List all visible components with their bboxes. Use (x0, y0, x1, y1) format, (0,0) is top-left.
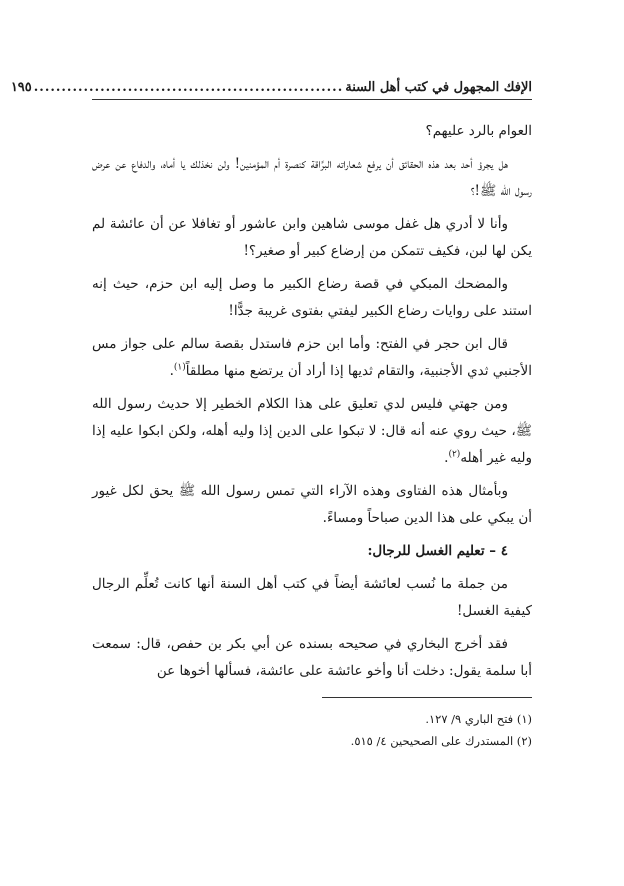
paragraph-5 (92, 331, 532, 385)
paragraph-2: هل يجرؤ أحد بعد هذه الحقائق أن يرفع شعاراته البرَّاقة كنصرة أم المؤمنين! ولن نخذلك يا أماه، والدفاع عن عرض رسول الله ﷺ!؟ (92, 156, 532, 199)
footnote-2: (٢) المستدرك على الصحيحين ٤/ ٥١٥. (350, 734, 532, 748)
footnote-ref-1[interactable]: (١) (173, 362, 186, 373)
paragraph-5-end: . (169, 363, 174, 379)
footnote-1: (١) فتح الباري ٩/ ١٢٧. (425, 712, 532, 726)
header-title: الإفك المجهول في كتب أهل السنة (345, 80, 532, 95)
book-page (10, 80, 532, 752)
footnotes (92, 708, 532, 752)
page-body (92, 118, 532, 685)
paragraph-7: وبأمثال هذه الفتاوى وهذه الآراء التي تمس رسول الله ﷺ يحق لكل غيور أن يبكي على هذا الدين صباحاً ومساءً. (92, 483, 532, 526)
paragraph-4: والمضحك المبكي في قصة رضاع الكبير ما وصل إليه ابن حزم، حيث إنه استند على روايات رضاع الكبير ليفتي بفتوى غريبة جدًّا! (92, 276, 532, 319)
paragraph-1: العوام بالرد عليهم؟ (425, 123, 532, 139)
footnote-divider (322, 697, 532, 698)
page-number: ١٩٥ (10, 80, 32, 95)
paragraph-6-end: . (444, 450, 449, 466)
paragraph-5-text: قال ابن حجر في الفتح: وأما ابن حزم فاستدل بقصة سالم على جواز مس الأجنبي ثدي الأجنبية، والتقام ثديها إذا أراد أن يرتضع منها مطلقاً (92, 336, 532, 379)
paragraph-6-text: ومن جهتي فليس لدي تعليق على هذا الكلام الخطير إلا حديث رسول الله ﷺ، حيث روي عنه أنه قال: لا تبكوا على الدين إذا وليه أهله، ولكن ابكوا عليه إذا وليه غير أهله (92, 396, 532, 466)
paragraph-6 (92, 391, 532, 472)
running-header (10, 80, 532, 100)
footnote-ref-2[interactable]: (٢) (448, 449, 461, 460)
paragraph-8: من جملة ما نُسب لعائشة أيضاً في كتب أهل السنة أنها كانت تُعلِّم الرجال كيفية الغسل! (92, 576, 532, 619)
paragraph-3: وأنا لا أدري هل غفل موسى شاهين وابن عاشور أو تغافلا عن أن عائشة لم يكن لها لبن، فكيف تتمكن من إرضاع كبير أو صغير؟! (92, 216, 532, 259)
section-heading: ٤ – تعليم الغسل للرجال: (367, 543, 508, 559)
header-leader-dots: ........................................................ (33, 80, 344, 95)
paragraph-9: فقد أخرج البخاري في صحيحه بسنده عن أبي بكر بن حفص، قال: سمعت أبا سلمة يقول: دخلت أنا وأخو عائشة على عائشة، فسألها أخوها عن (92, 636, 532, 679)
